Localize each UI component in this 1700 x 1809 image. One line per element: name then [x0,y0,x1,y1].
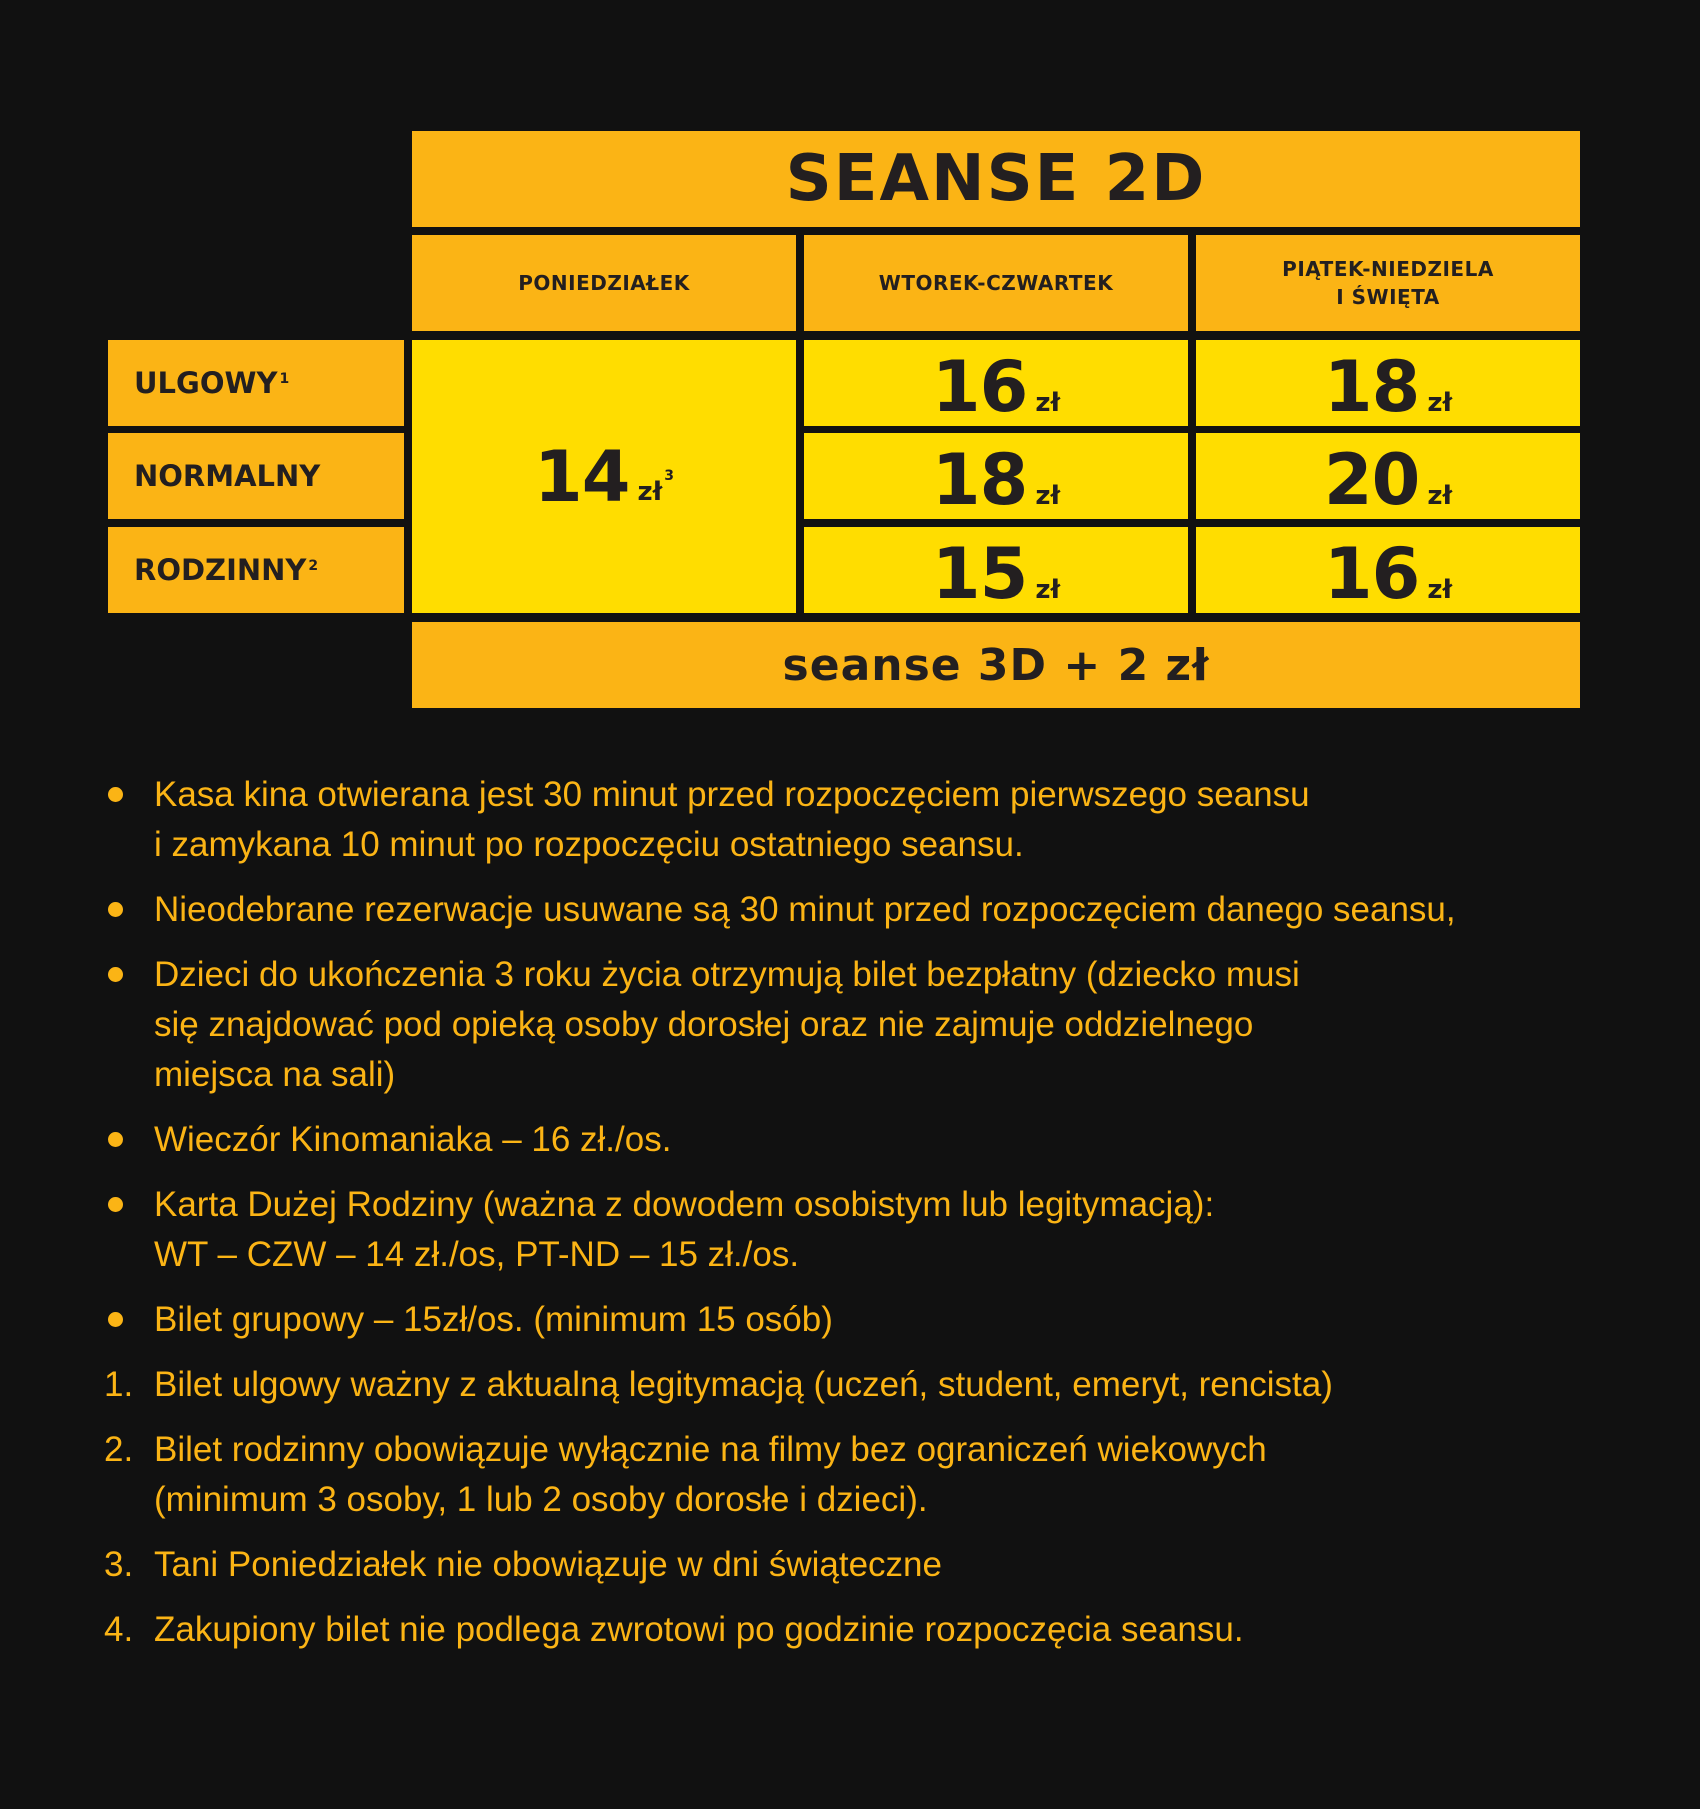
row-label-text: NORMALNY [134,459,321,493]
note-item [104,1295,1664,1345]
bullet-icon [108,902,123,917]
price-value: 14 [534,435,630,518]
footnote-marker: 1 [279,371,290,387]
note-item [104,1115,1664,1165]
price-value: 18 [1323,346,1420,428]
price-value: 18 [931,439,1028,521]
note-text: Bilet ulgowy ważny z aktualną legitymacją (uczeń, student, emeryt, rencista) [154,1365,1333,1404]
price-rodzinny-tue-thu [804,527,1188,613]
note-item [104,1180,1664,1280]
price-value: 16 [1323,533,1420,615]
bullet-icon [108,1197,123,1212]
column-header-tue-thu: WTOREK-CZWARTEK [804,235,1188,331]
note-text: Bilet grupowy – 15zł/os. (minimum 15 osób) [154,1300,833,1339]
table-footer-3d-surcharge: seanse 3D + 2 zł [412,622,1580,708]
price-ulgowy-fri-sun [1196,340,1580,426]
note-text: Karta Dużej Rodziny (ważna z dowodem osobistym lub legitymacją): WT – CZW – 14 zł./os, PT-ND – 15 zł./os. [154,1185,1215,1274]
note-number: 3. [104,1545,134,1584]
row-label-normalny [108,433,404,519]
price-value: 15 [931,533,1028,615]
price-unit: zł [1035,575,1061,605]
price-ulgowy-tue-thu [804,340,1188,426]
price-unit: zł [1035,388,1061,418]
price-monday [412,340,796,613]
bullet-icon [108,787,123,802]
price-unit: $zł^3$ [637,467,674,507]
note-item [104,1605,1664,1655]
footnote-marker: 2 [308,558,319,574]
price-rodzinny-fri-sun [1196,527,1580,613]
row-label-text: ULGOWY [134,366,278,400]
row-label-ulgowy [108,340,404,426]
price-unit: zł [1427,575,1453,605]
column-header-fri-sun: PIĄTEK-NIEDZIELA I ŚWIĘTA [1196,235,1580,331]
note-text: Kasa kina otwierana jest 30 minut przed rozpoczęciem pierwszego seansu i zamykana 10 minut po rozpoczęciu ostatniego seansu. [154,775,1310,864]
notes-list [104,770,1664,1670]
note-item [104,885,1664,935]
note-text: Bilet rodzinny obowiązuje wyłącznie na filmy bez ograniczeń wiekowych (minimum 3 osoby, 1 lub 2 osoby dorosłe i dzieci). [154,1430,1267,1519]
bullet-icon [108,1132,123,1147]
note-text: Tani Poniedziałek nie obowiązuje w dni świąteczne [154,1545,942,1584]
table-title: SEANSE 2D [412,131,1580,227]
column-header-monday: PONIEDZIAŁEK [412,235,796,331]
note-text: Nieodebrane rezerwacje usuwane są 30 minut przed rozpoczęciem danego seansu, [154,890,1456,929]
note-text: Wieczór Kinomaniaka – 16 zł./os. [154,1120,672,1159]
row-label-rodzinny [108,527,404,613]
note-number: 4. [104,1610,134,1649]
price-normalny-fri-sun [1196,433,1580,519]
note-number: 2. [104,1430,134,1469]
note-number: 1. [104,1365,134,1404]
price-value: 16 [931,346,1028,428]
price-unit: zł [1427,481,1453,511]
price-unit: zł [1427,388,1453,418]
note-item [104,1425,1664,1525]
note-item [104,770,1664,870]
note-text: Zakupiony bilet nie podlega zwrotowi po godzinie rozpoczęcia seansu. [154,1610,1244,1649]
bullet-icon [108,967,123,982]
note-text: Dzieci do ukończenia 3 roku życia otrzymują bilet bezpłatny (dziecko musi się znajdować pod opieką osoby dorosłej oraz nie zajmuje oddzielnego miejsca na sali) [154,955,1300,1094]
price-normalny-tue-thu [804,433,1188,519]
price-value: 20 [1323,439,1420,521]
note-item [104,950,1664,1100]
bullet-icon [108,1312,123,1327]
note-item [104,1540,1664,1590]
row-label-text: RODZINNY [134,553,307,587]
price-unit: zł [1035,481,1061,511]
note-item [104,1360,1664,1410]
